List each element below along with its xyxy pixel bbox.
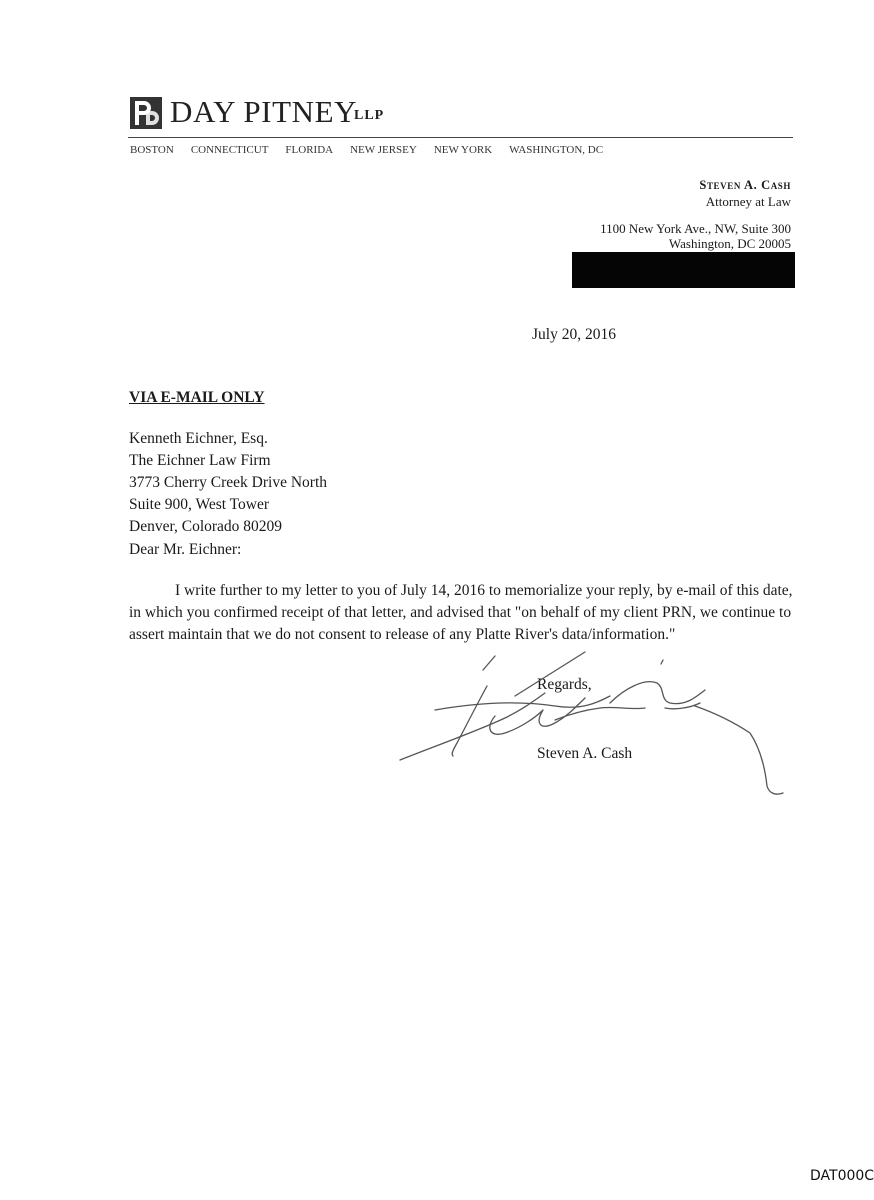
recipient-city: Denver, Colorado 80209	[129, 518, 283, 535]
salutation: Dear Mr. Eichner:	[129, 541, 242, 558]
closing: Regards,	[537, 676, 592, 693]
office-item: NEW YORK	[433, 144, 493, 156]
sender-address-line1: 1100 New York Ave., NW, Suite 300	[600, 221, 791, 236]
firm-name: DAY PITNEY	[170, 94, 358, 129]
firm-suffix: LLP	[354, 108, 385, 123]
office-item: FLORIDA	[285, 144, 334, 156]
office-item: BOSTON	[130, 144, 174, 156]
letter-body	[129, 580, 799, 646]
recipient-name: Kenneth Eichner, Esq.	[129, 430, 268, 447]
letterhead-rule	[128, 137, 793, 138]
signer-name: Steven A. Cash	[537, 745, 633, 762]
redaction-bar	[572, 252, 795, 288]
sender-address-line2: Washington, DC 20005	[668, 236, 791, 251]
bates-number: DAT000C	[810, 1168, 874, 1184]
office-item: WASHINGTON, DC	[509, 144, 604, 156]
letter-date: July 20, 2016	[532, 326, 616, 343]
handwritten-signature	[395, 648, 795, 798]
sender-title: Attorney at Law	[705, 194, 791, 209]
office-list	[130, 144, 603, 156]
recipient-street: 3773 Cherry Creek Drive North	[129, 474, 328, 491]
delivery-method: VIA E-MAIL ONLY	[129, 389, 265, 406]
recipient-address	[129, 428, 327, 538]
office-item: CONNECTICUT	[190, 144, 269, 156]
recipient-firm: The Eichner Law Firm	[129, 452, 271, 469]
body-paragraph: I write further to my letter to you of July 14, 2016 to memorialize your reply, by e-mail of this date, in which you confirmed receipt of that letter, and advised that "on behalf of my client PRN, we continue to assert maintain that we do not consent to release of any Platte River's data/information."	[129, 582, 793, 643]
dp-monogram-icon	[130, 97, 162, 129]
recipient-suite: Suite 900, West Tower	[129, 496, 270, 513]
sender-name: Steven A. Cash	[699, 178, 791, 192]
office-item: NEW JERSEY	[350, 144, 417, 156]
